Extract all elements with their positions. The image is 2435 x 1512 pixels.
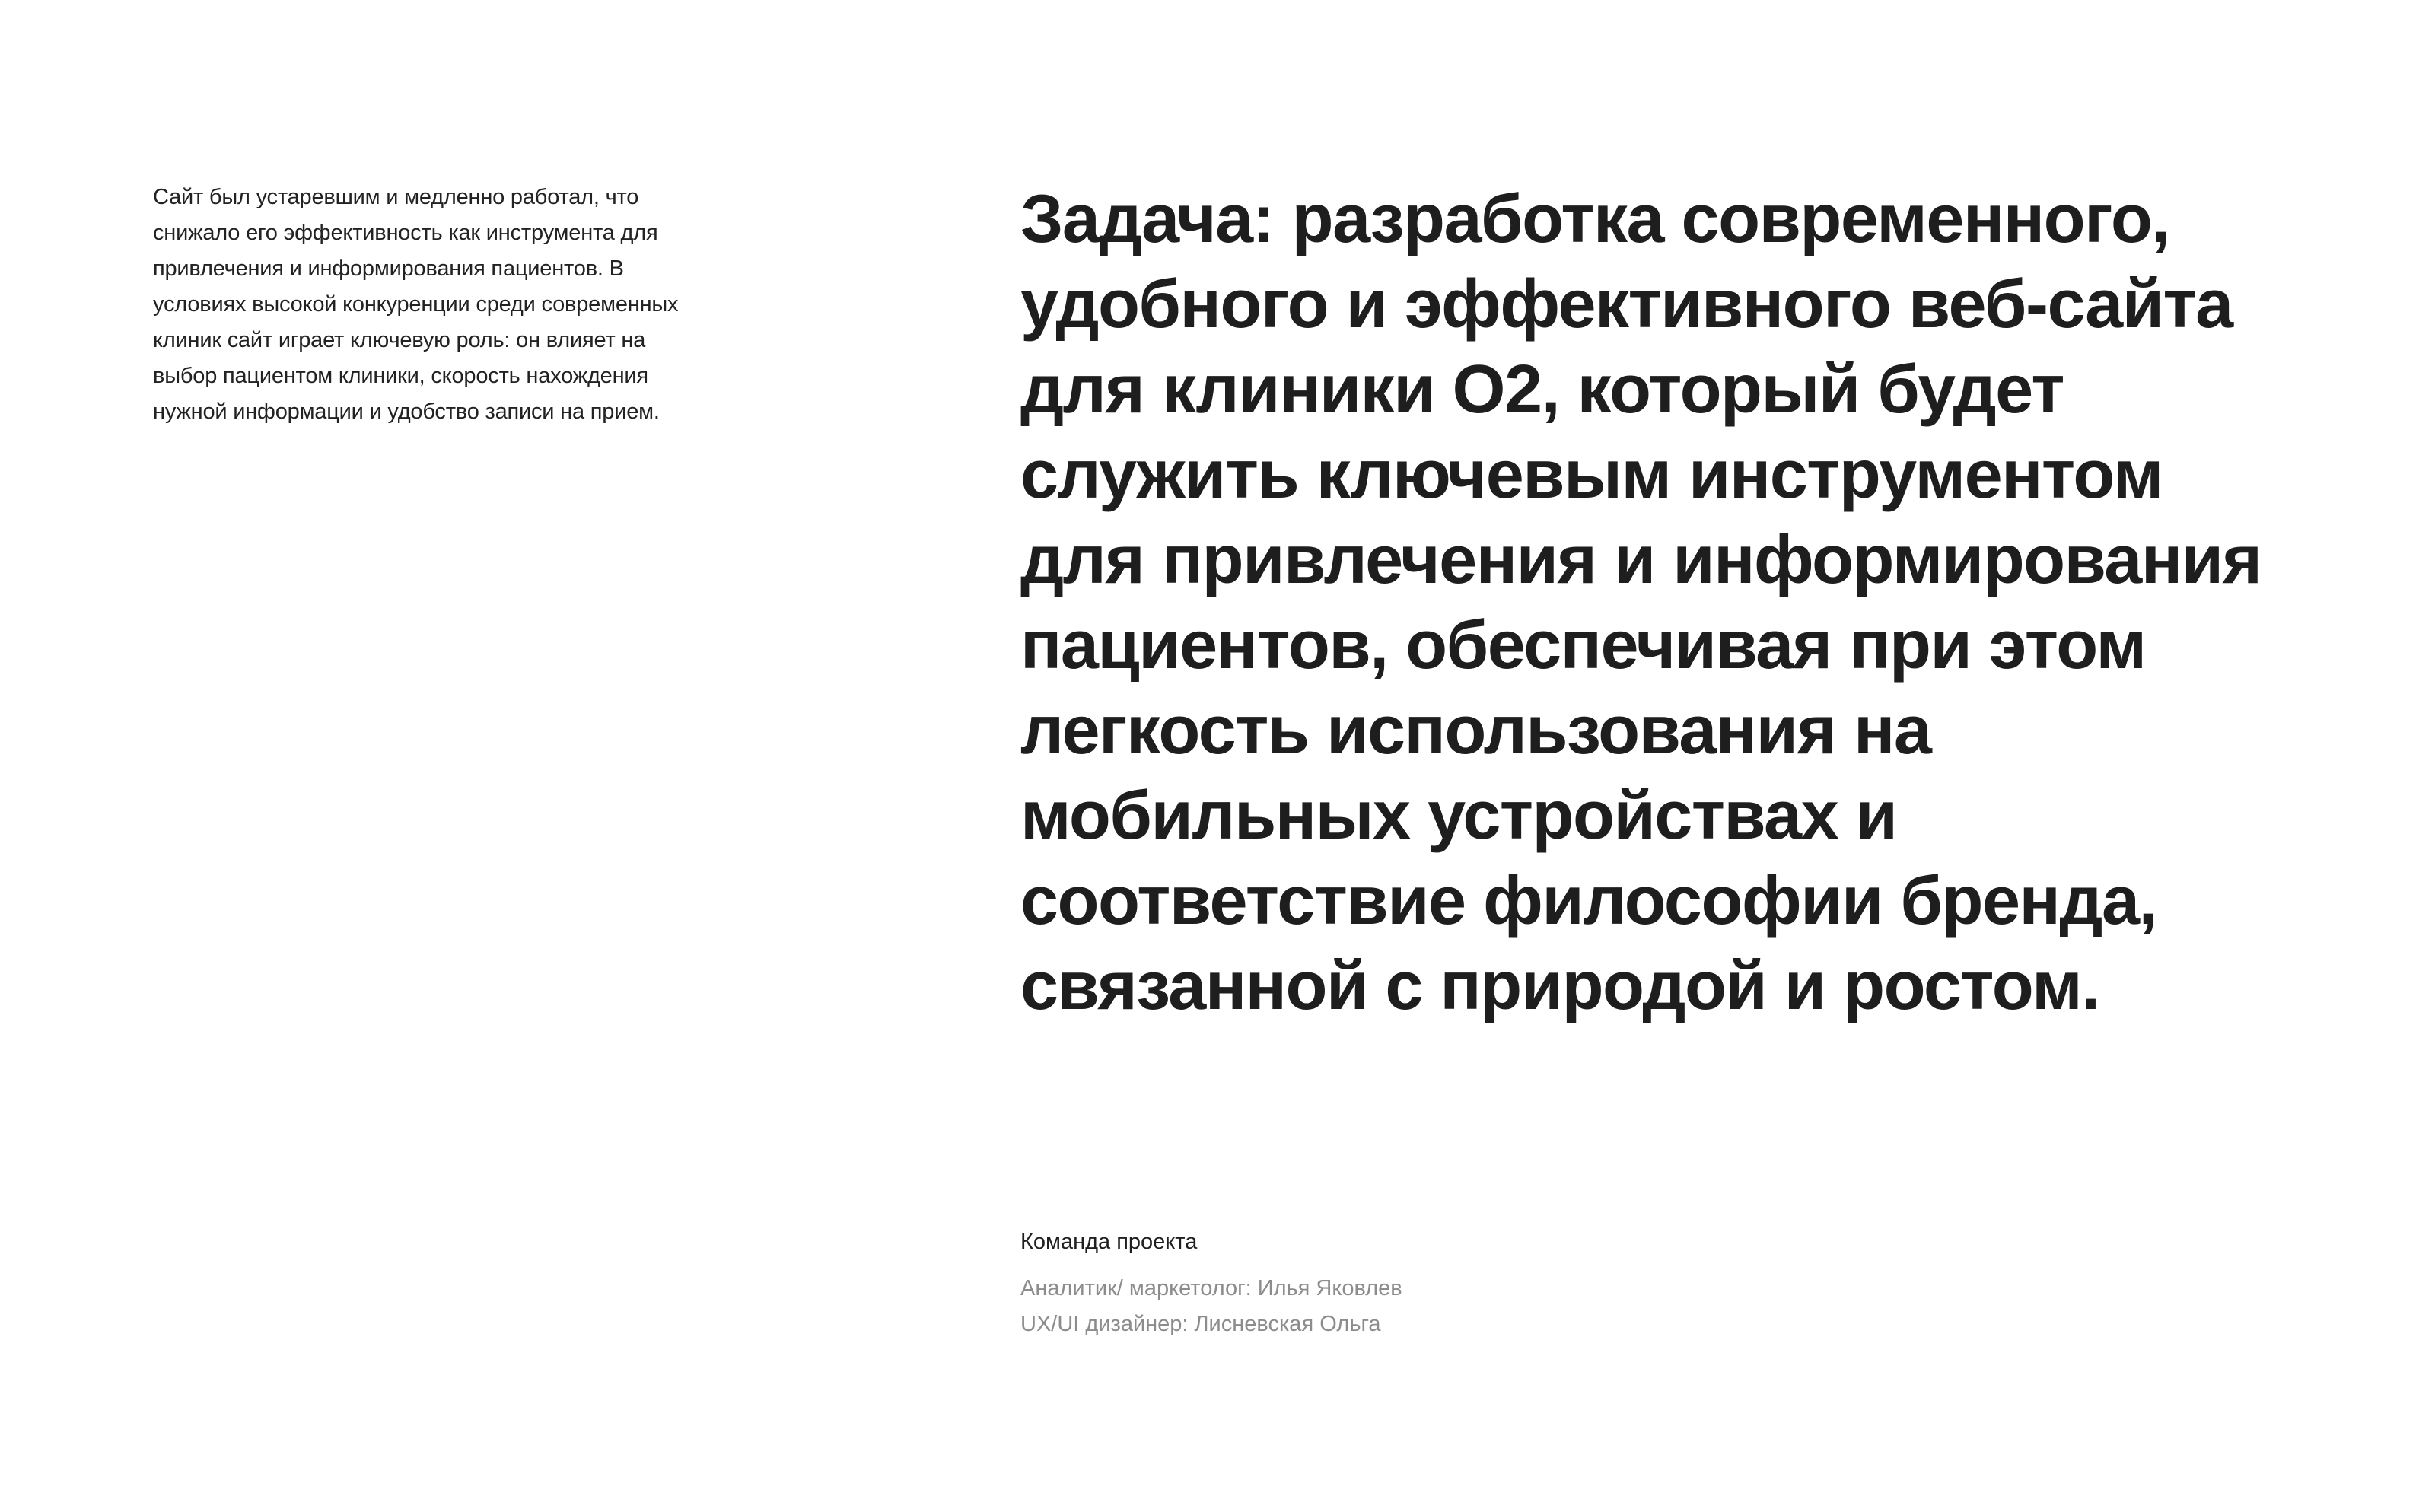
- headline-line: легкость использования на: [1020, 692, 1931, 769]
- task-headline: [1020, 177, 2360, 1029]
- headline-line: пациентов, обеспечивая при этом: [1020, 607, 2146, 683]
- intro-paragraph: Сайт был устаревшим и медленно работал, что снижало его эффективность как инструмента для привлечения и информирования пациентов. В условиях высокой конкуренции среди современных клиник сайт играет ключевую роль: он влияет на выбор пациентом клиники, скорость нахождения нужной информации и удобство записи на прием.: [153, 185, 679, 424]
- headline-line: удобного и эффективного веб-сайта: [1020, 266, 2233, 342]
- headline-line: для клиники О2, который будет: [1020, 352, 2064, 428]
- headline-line: связанной с природой и ростом.: [1020, 948, 2099, 1024]
- team-member-designer: UX/UI дизайнер: Лисневская Ольга: [1020, 1312, 1381, 1336]
- team-title: Команда проекта: [1020, 1230, 1198, 1254]
- headline-line: мобильных устройствах и: [1020, 778, 1897, 854]
- headline-line: для привлечения и информирования: [1020, 522, 2262, 598]
- headline-line: Задача: разработка современного,: [1020, 181, 2169, 257]
- headline-line: соответствие философии бренда,: [1020, 863, 2157, 939]
- team-member-analyst: Аналитик/ маркетолог: Илья Яковлев: [1020, 1276, 1402, 1300]
- headline-line: служить ключевым инструментом: [1020, 437, 2163, 513]
- project-team-section: [1020, 1227, 1705, 1342]
